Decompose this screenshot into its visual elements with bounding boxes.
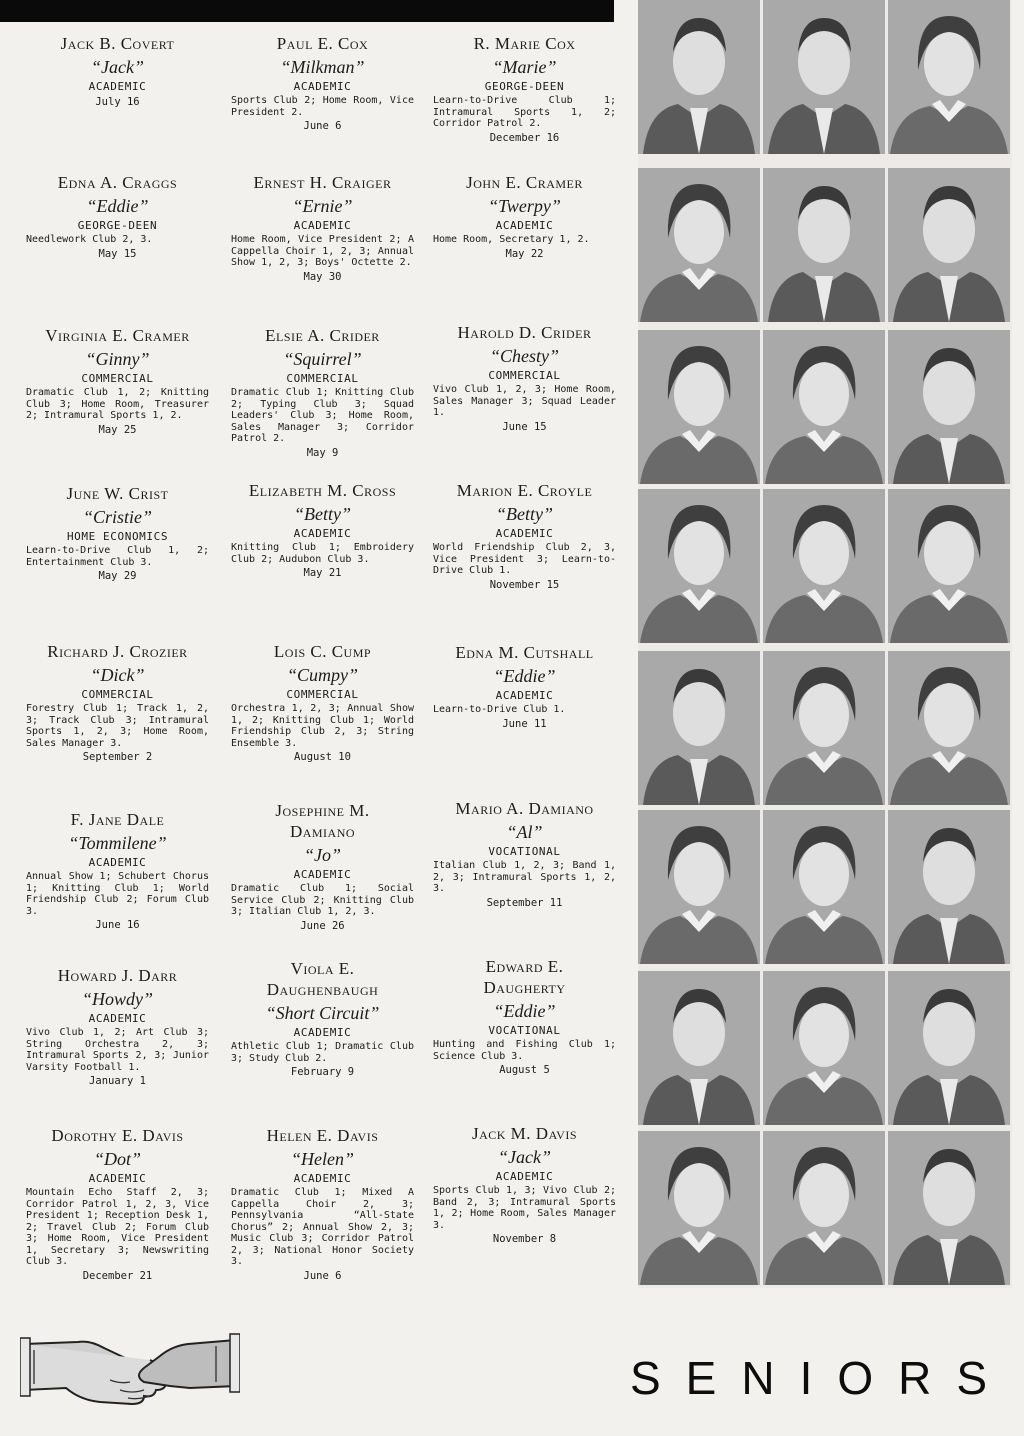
senior-activities: Knitting Club 1; Embroidery Club 2; Audubon Club 3. (231, 542, 414, 565)
senior-activities: Vivo Club 1, 2; Art Club 3; String Orchestra 2, 3; Intramural Sports 2, 3; Junior Varsity Football 1. (26, 1027, 209, 1073)
senior-nickname: “Ernie” (292, 196, 353, 216)
senior-name: Harold D. Crider (457, 323, 592, 342)
handshake-icon (20, 1320, 240, 1412)
senior-entry (225, 800, 420, 933)
portrait-photo (638, 330, 760, 484)
senior-entry (20, 1125, 215, 1283)
senior-name: June W. Crist (66, 484, 169, 503)
senior-nickname: “Milkman” (280, 57, 365, 77)
senior-birthday: May 22 (505, 247, 544, 260)
senior-activities: Hunting and Fishing Club 1; Science Club 3. (433, 1039, 616, 1062)
senior-entry (427, 172, 622, 261)
senior-birthday: September 11 (486, 896, 563, 909)
senior-name: Viola E. Daughenbaugh (266, 959, 379, 999)
portrait-photo (763, 1131, 885, 1285)
senior-entry (225, 958, 420, 1079)
senior-birthday: June 11 (502, 717, 547, 730)
portrait-photo (888, 1131, 1010, 1285)
senior-entry (20, 483, 215, 583)
portrait-photo (638, 489, 760, 643)
senior-course: ACADEMIC (88, 1012, 147, 1025)
senior-course: ACADEMIC (88, 80, 147, 93)
senior-name: Paul E. Cox (276, 34, 369, 53)
senior-activities: Orchestra 1, 2, 3; Annual Show 1, 2; Knitting Club 1; World Friendship Club 2, 3; String Ensemble 3. (231, 703, 414, 749)
portrait-photo (638, 168, 760, 322)
senior-name: Marion E. Croyle (456, 481, 593, 500)
senior-activities: Sports Club 2; Home Room, Vice President 2. (231, 95, 414, 118)
senior-nickname: “Cristie” (82, 507, 153, 527)
senior-nickname: “Marie” (492, 57, 557, 77)
senior-birthday: May 9 (306, 446, 339, 459)
senior-activities: Mountain Echo Staff 2, 3; Corridor Patrol 1, 2, 3, Vice President 1; Reception Desk 1, 2; Travel Club 2; Forum Club 3; Home Room, Vice President 1, Secretary 3; Newswriting Club 3. (26, 1187, 209, 1267)
senior-nickname: “Twerpy” (488, 196, 561, 216)
senior-course: ACADEMIC (293, 80, 352, 93)
senior-entry (427, 642, 622, 731)
senior-name: Helen E. Davis (266, 1126, 379, 1145)
senior-birthday: May 29 (98, 570, 137, 582)
portrait-photo (638, 651, 760, 805)
senior-course: GEORGE-DEEN (484, 80, 565, 93)
senior-name: F. Jane Dale (70, 810, 165, 829)
portrait-photo (763, 651, 885, 805)
portrait-photo (638, 810, 760, 964)
senior-birthday: December 21 (82, 1269, 153, 1282)
senior-entry (225, 172, 420, 284)
senior-entry (427, 798, 622, 910)
senior-name: Josephine M. Damiano (275, 801, 370, 841)
senior-course: VOCATIONAL (488, 845, 561, 858)
senior-entry (427, 1123, 622, 1246)
senior-name: Dorothy E. Davis (51, 1126, 184, 1145)
senior-course: HOME ECONOMICS (66, 530, 169, 543)
senior-entry (20, 809, 215, 932)
senior-nickname: “Betty” (496, 504, 553, 524)
senior-entry (20, 641, 215, 764)
senior-entry (20, 325, 215, 437)
senior-course: ACADEMIC (495, 689, 554, 702)
portrait-photo (763, 489, 885, 643)
senior-nickname: “Short Circuit” (265, 1003, 380, 1023)
senior-name: Jack M. Davis (471, 1124, 578, 1143)
senior-nickname: “Ginny” (85, 349, 150, 369)
senior-course: ACADEMIC (293, 1026, 352, 1039)
senior-birthday: June 16 (95, 919, 140, 931)
senior-course: ACADEMIC (88, 1172, 147, 1185)
senior-course: ACADEMIC (293, 527, 352, 540)
senior-entry (225, 1125, 420, 1283)
senior-course: COMMERCIAL (286, 372, 359, 385)
senior-activities: Learn-to-Drive Club 1. (433, 704, 566, 715)
senior-name: Elizabeth M. Cross (248, 481, 397, 500)
senior-name: Jack B. Covert (60, 34, 175, 53)
senior-course: ACADEMIC (293, 219, 352, 232)
senior-birthday: June 15 (502, 420, 547, 433)
senior-nickname: “Squirrel” (283, 349, 362, 369)
senior-nickname: “Al” (506, 822, 543, 842)
senior-entry (225, 480, 420, 580)
portrait-photo (888, 810, 1010, 964)
senior-activities: Learn-to-Drive Club 1, 2; Entertainment Club 3. (26, 545, 209, 568)
senior-activities: Italian Club 1, 2, 3; Band 1, 2, 3; Intramural Sports 1, 2, 3. (433, 860, 616, 894)
portrait-photo (888, 489, 1010, 643)
senior-birthday: June 26 (300, 919, 345, 932)
senior-name: Edna M. Cutshall (455, 643, 594, 662)
senior-activities: Dramatic Club 1, 2; Knitting Club 3; Home Room, Treasurer 2; Intramural Sports 1, 2. (26, 387, 209, 421)
senior-activities: Needlework Club 2, 3. (26, 234, 153, 245)
header-bar (0, 0, 614, 22)
senior-activities: Dramatic Club 1; Mixed A Cappella Choir 2, 3; Pennsylvania “All-State Chorus” 2; Annual Show 2, 3; Music Club 3; Corridor Patrol 2, 3; National Honor Society 3. (231, 1187, 414, 1267)
senior-nickname: “Eddie” (493, 666, 556, 686)
senior-course: COMMERCIAL (286, 688, 359, 701)
portrait-photo (888, 971, 1010, 1125)
senior-nickname: “Helen” (291, 1149, 354, 1169)
senior-birthday: January 1 (89, 1075, 146, 1087)
senior-course: ACADEMIC (293, 1172, 352, 1185)
senior-name: Mario A. Damiano (455, 799, 594, 818)
senior-activities: Vivo Club 1, 2, 3; Home Room, Sales Manager 3; Squad Leader 1. (433, 384, 616, 418)
senior-nickname: “Jack” (91, 57, 144, 77)
portrait-photo (888, 330, 1010, 484)
senior-activities: World Friendship Club 2, 3, Vice President 3; Learn-to-Drive Club 1. (433, 542, 616, 576)
senior-name: Elsie A. Crider (265, 326, 380, 345)
senior-course: ACADEMIC (495, 219, 554, 232)
senior-birthday: May 30 (303, 270, 342, 283)
senior-course: ACADEMIC (88, 856, 147, 869)
senior-course: GEORGE-DEEN (77, 219, 158, 232)
portrait-photo (763, 0, 885, 154)
senior-nickname: “Howdy” (81, 989, 153, 1009)
senior-birthday: August 10 (294, 751, 351, 763)
senior-birthday: December 16 (489, 131, 560, 144)
senior-nickname: “Jack” (498, 1147, 551, 1167)
senior-nickname: “Betty” (294, 504, 351, 524)
senior-name: Ernest H. Craiger (253, 173, 392, 192)
senior-activities: Annual Show 1; Schubert Chorus 1; Knitting Club 1; World Friendship Club 2; Forum Club 3. (26, 871, 209, 917)
senior-nickname: “Dot” (93, 1149, 142, 1169)
portrait-photo (888, 0, 1010, 154)
senior-name: Edward E. Daugherty (483, 957, 566, 997)
senior-name: Edna A. Craggs (57, 173, 178, 192)
senior-birthday: November 8 (492, 1233, 557, 1245)
portrait-photo (763, 330, 885, 484)
senior-course: ACADEMIC (495, 1170, 554, 1183)
portrait-grid (638, 0, 1012, 1288)
senior-birthday: May 15 (98, 247, 137, 260)
senior-entry (427, 956, 622, 1077)
senior-entry (225, 641, 420, 764)
senior-nickname: “Eddie” (493, 1001, 556, 1021)
senior-birthday: June 6 (303, 120, 342, 132)
senior-activities: Home Room, Secretary 1, 2. (433, 234, 590, 245)
senior-course: COMMERCIAL (81, 688, 154, 701)
senior-birthday: June 6 (303, 1269, 342, 1282)
senior-course: COMMERCIAL (488, 369, 561, 382)
senior-activities: Sports Club 1, 3; Vivo Club 2; Band 2, 3; Intramural Sports 1, 2; Home Room, Sales Manager 3. (433, 1185, 616, 1231)
portrait-photo (763, 971, 885, 1125)
senior-name: John E. Cramer (466, 173, 583, 192)
senior-entry (225, 325, 420, 460)
senior-birthday: May 21 (303, 567, 342, 579)
senior-birthday: May 25 (98, 423, 137, 436)
senior-name: R. Marie Cox (473, 34, 576, 53)
portrait-photo (638, 1131, 760, 1285)
portrait-photo (638, 0, 760, 154)
senior-birthday: November 15 (489, 578, 560, 591)
senior-course: ACADEMIC (293, 868, 352, 881)
senior-name: Lois C. Cump (273, 642, 372, 661)
senior-entry (225, 33, 420, 133)
senior-entry (427, 480, 622, 592)
senior-nickname: “Chesty” (489, 346, 559, 366)
senior-birthday: September 2 (82, 751, 153, 763)
portrait-photo (888, 168, 1010, 322)
portrait-photo (888, 651, 1010, 805)
senior-course: ACADEMIC (495, 527, 554, 540)
senior-birthday: August 5 (499, 1064, 550, 1076)
senior-activities: Learn-to-Drive Club 1; Intramural Sports 1, 2; Corridor Patrol 2. (433, 95, 616, 129)
senior-activities: Dramatic Club 1; Knitting Club 2; Typing Club 3; Squad Leaders' Club 3; Home Room, Sales Manager 3; Corridor Patrol 2. (231, 387, 414, 444)
portrait-photo (638, 971, 760, 1125)
senior-nickname: “Eddie” (86, 196, 149, 216)
senior-activities: Home Room, Vice President 2; A Cappella Choir 1, 2, 3; Annual Show 1, 2, 3; Boys' Octette 2. (231, 234, 414, 268)
senior-course: VOCATIONAL (488, 1024, 561, 1037)
senior-birthday: February 9 (290, 1066, 355, 1078)
senior-name: Virginia E. Cramer (45, 326, 190, 345)
senior-activities: Dramatic Club 1; Social Service Club 2; Knitting Club 3; Italian Club 1, 2, 3. (231, 883, 414, 917)
senior-nickname: “Cumpy” (286, 665, 358, 685)
senior-entry (20, 33, 215, 109)
senior-nickname: “Jo” (303, 845, 341, 865)
senior-entry (20, 172, 215, 261)
senior-name: Richard J. Crozier (47, 642, 188, 661)
senior-name: Howard J. Darr (57, 966, 178, 985)
senior-entry (427, 33, 622, 145)
senior-birthday: July 16 (95, 96, 140, 108)
senior-course: COMMERCIAL (81, 372, 154, 385)
senior-nickname: “Dick” (90, 665, 145, 685)
senior-entry (427, 322, 622, 434)
senior-nickname: “Tommilene” (68, 833, 167, 853)
portrait-photo (763, 810, 885, 964)
portrait-photo (763, 168, 885, 322)
senior-activities: Athletic Club 1; Dramatic Club 3; Study Club 2. (231, 1041, 414, 1064)
page-title: SENIORS (630, 1352, 1013, 1404)
senior-activities: Forestry Club 1; Track 1, 2, 3; Track Club 3; Intramural Sports 1, 2, 3; Home Room, Sales Manager 3. (26, 703, 209, 749)
senior-entry (20, 965, 215, 1088)
